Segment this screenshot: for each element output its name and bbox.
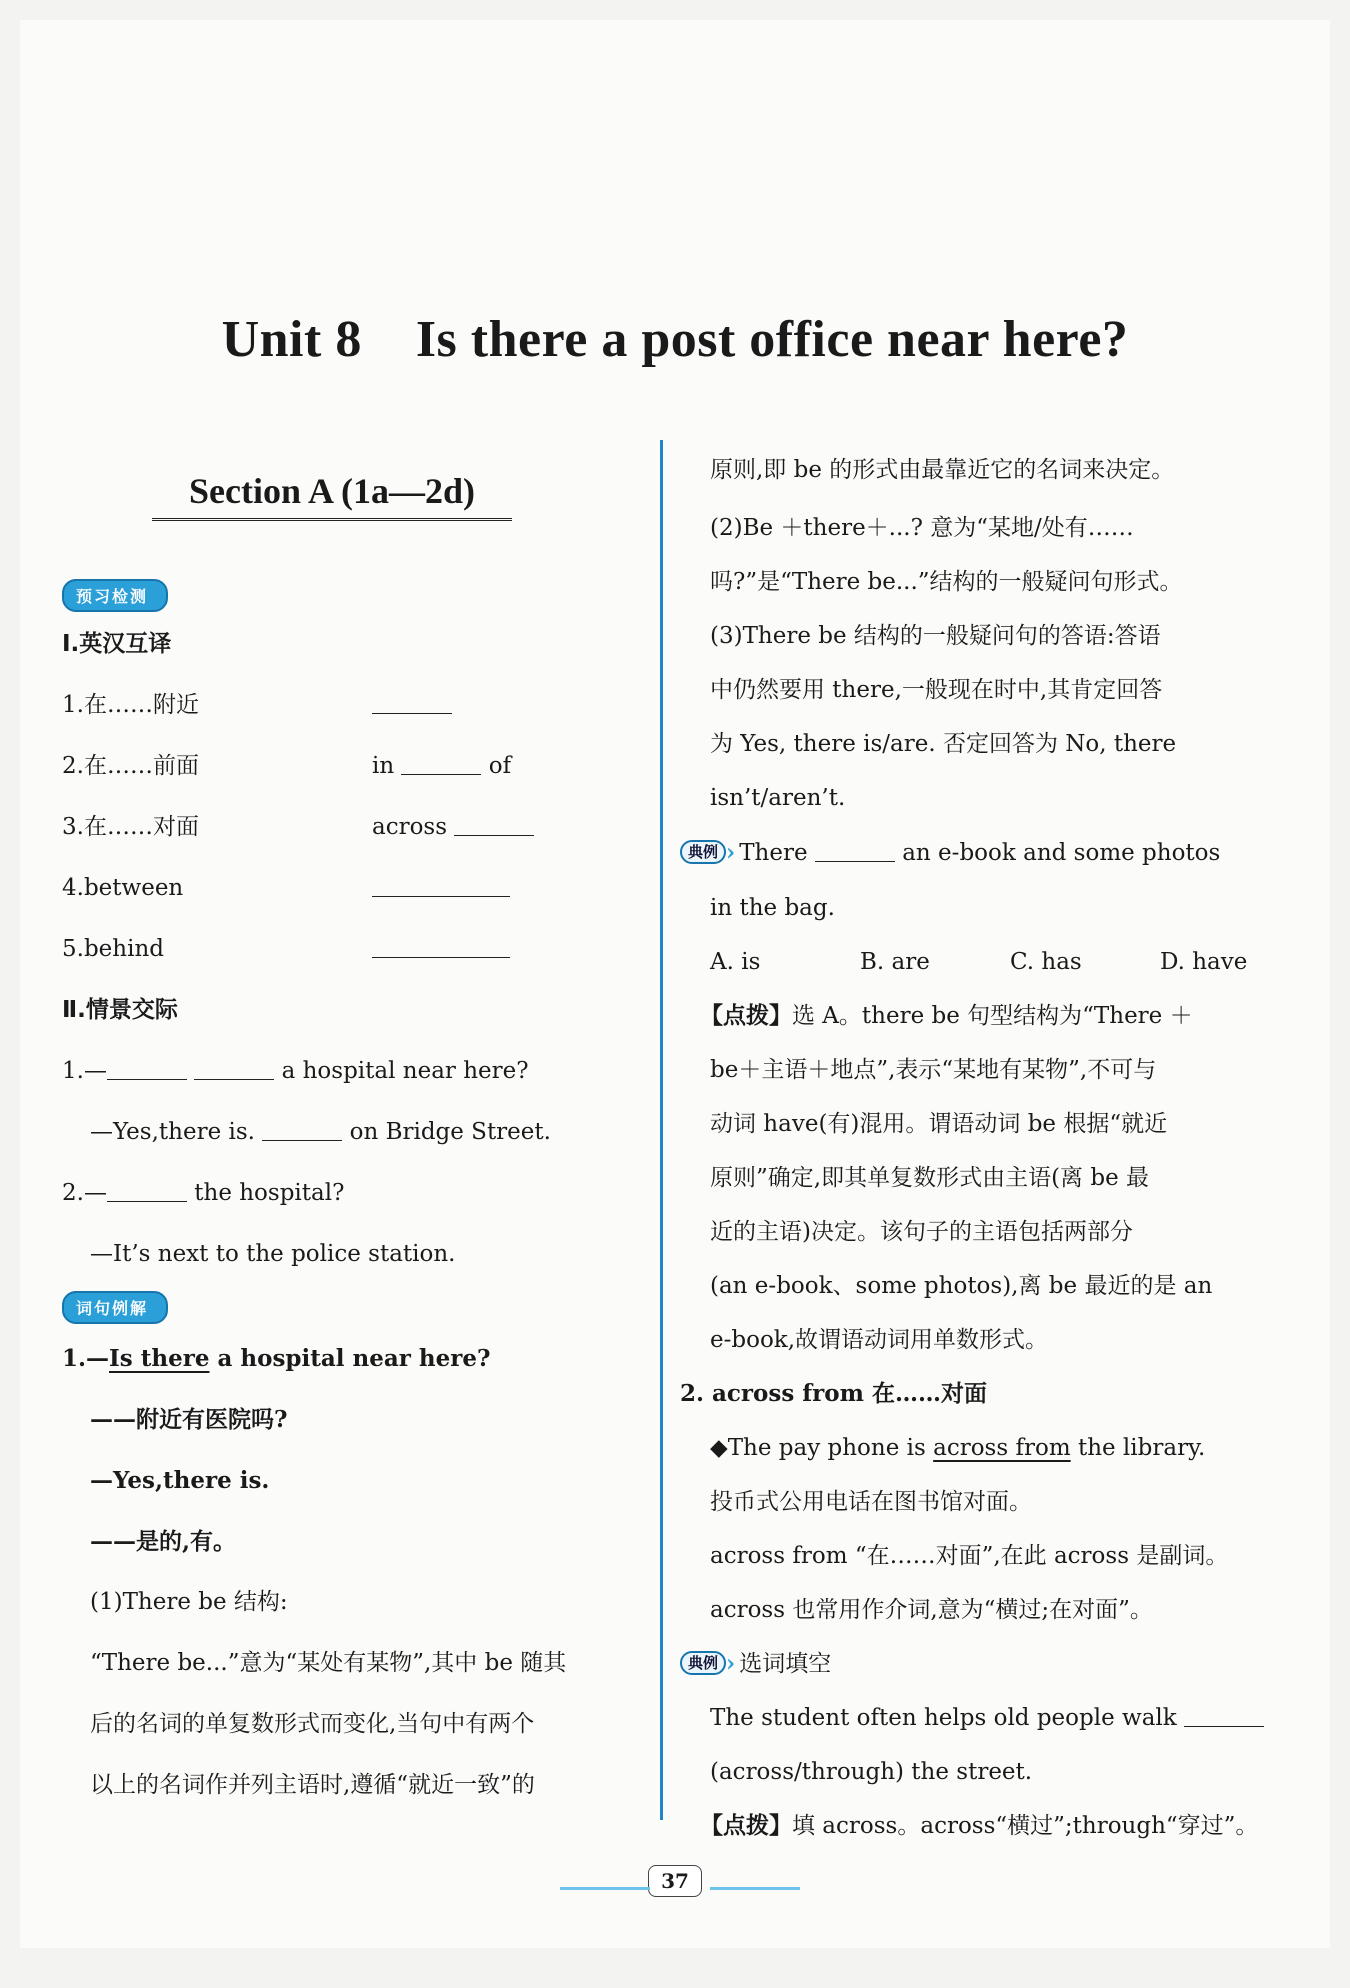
answer-blank[interactable]	[815, 837, 895, 862]
right-para: 吗?”是“There be...”结构的一般疑问句形式。	[710, 569, 1183, 595]
answer-blank[interactable]	[372, 689, 452, 714]
note1-answer: —Yes,there is.	[90, 1467, 270, 1494]
footer-decoration	[560, 1887, 650, 1890]
example-badge: 典例	[680, 1651, 726, 1675]
preview-badge: 预习检测	[62, 579, 168, 612]
dialogue-text: the hospital?	[194, 1180, 345, 1206]
choice-d[interactable]: D. have	[1160, 949, 1248, 975]
choice-c[interactable]: C. has	[1010, 949, 1082, 975]
tip2	[680, 1799, 1295, 1853]
dash: —	[86, 1345, 110, 1372]
chevron-right-icon: ›	[726, 1650, 736, 1677]
example-badge: 典例	[680, 840, 726, 864]
key-phrase: across from	[933, 1435, 1071, 1461]
right-para: (2)Be ＋there＋...? 意为“某地/处有……	[710, 515, 1134, 541]
translation-item	[62, 858, 667, 919]
translation-item	[62, 919, 667, 980]
translation-item	[62, 736, 667, 797]
example-text: the library.	[1077, 1435, 1206, 1461]
tip-label: 【点拨】	[700, 1812, 792, 1839]
tip-text: 选 A。there be 句型结构为“There ＋	[792, 1003, 1193, 1029]
note1-para: 后的名词的单复数形式而变化,当句中有两个	[90, 1711, 535, 1737]
note1-cn: ——附近有医院吗?	[90, 1406, 288, 1433]
example-text: There	[739, 840, 808, 866]
answer-blank[interactable]	[454, 811, 534, 836]
example-text: 选词填空	[739, 1651, 832, 1677]
note1-heading	[62, 1328, 667, 1389]
translation-item	[62, 797, 667, 858]
right-para: 中仍然要用 there,一般现在时中,其肯定回答	[710, 677, 1163, 703]
choice-a[interactable]: A. is	[710, 949, 761, 975]
footer-decoration	[710, 1887, 800, 1890]
item-prompt: 2.在……前面	[62, 753, 199, 779]
right-para: 为 Yes, there is/are. 否定回答为 No, there	[710, 731, 1177, 757]
dialogue-line	[62, 1041, 667, 1102]
tip1-text: be＋主语＋地点”,表示“某地有某物”,不可与	[710, 1057, 1157, 1083]
answer-blank[interactable]	[262, 1116, 342, 1141]
page-number: 37	[648, 1865, 702, 1897]
preview-badge-row	[62, 579, 667, 612]
chevron-right-icon: ›	[726, 839, 736, 866]
example2-line1	[680, 1691, 1295, 1745]
left-column	[62, 440, 667, 1816]
example2	[680, 1637, 1295, 1691]
words-badge-row	[62, 1291, 667, 1324]
note2-example	[680, 1421, 1295, 1475]
right-para: 原则,即 be 的形式由最靠近它的名词来决定。	[710, 457, 1175, 483]
example-text: ◆The pay phone is	[710, 1435, 926, 1461]
answer-blank[interactable]	[372, 933, 510, 958]
note1-answer-cn: ——是的,有。	[90, 1528, 237, 1555]
tip1-text: (an e-book、some photos),离 be 最近的是 an	[710, 1273, 1213, 1299]
item-post: of	[488, 753, 512, 779]
question-number: 1.—	[62, 1058, 107, 1084]
answer-blank[interactable]	[107, 1055, 187, 1080]
key-phrase: Is there	[109, 1345, 210, 1372]
item-prompt: 1.在……附近	[62, 692, 199, 718]
note1-para: 以上的名词作并列主语时,遵循“就近一致”的	[90, 1772, 535, 1798]
item-prompt: 5.behind	[62, 936, 164, 962]
right-para: isn’t/aren’t.	[710, 785, 846, 811]
item-prompt: 4.between	[62, 875, 184, 901]
example-text: The student often helps old people walk	[710, 1705, 1177, 1731]
note-text: a hospital near here?	[217, 1345, 491, 1372]
page-footer	[20, 1865, 1330, 1905]
page	[20, 20, 1330, 1948]
translation-item	[62, 675, 667, 736]
note2-explain: across from “在……对面”,在此 across 是副词。	[710, 1543, 1229, 1569]
answer-blank[interactable]	[401, 750, 481, 775]
part2-heading: Ⅱ.情景交际	[62, 997, 178, 1023]
section-title: Section A (1a—2d)	[152, 470, 512, 521]
tip-text: 填 across。across“横过”;through“穿过”。	[792, 1813, 1259, 1839]
example1-line2: in the bag.	[710, 895, 835, 921]
note2-explain: across 也常用作介词,意为“横过;在对面”。	[710, 1597, 1153, 1623]
answer-blank[interactable]	[107, 1177, 187, 1202]
tip1-text: 原则”确定,即其单复数形式由主语(离 be 最	[710, 1165, 1149, 1191]
note1-sub1: (1)There be 结构:	[90, 1589, 288, 1615]
example1-choices	[680, 935, 1295, 989]
dialogue-text: on Bridge Street.	[349, 1119, 551, 1145]
right-column	[680, 440, 1295, 1853]
example1	[680, 825, 1295, 881]
question-number: 2.—	[62, 1180, 107, 1206]
answer-blank[interactable]	[194, 1055, 274, 1080]
tip1-text: 动词 have(有)混用。谓语动词 be 根据“就近	[710, 1111, 1168, 1137]
dialogue-text: —Yes,there is.	[90, 1119, 255, 1145]
note-number: 1.	[62, 1345, 87, 1372]
dialogue-line	[62, 1102, 667, 1163]
example2-line2: (across/through) the street.	[710, 1759, 1033, 1785]
dialogue-text: a hospital near here?	[281, 1058, 529, 1084]
item-pre: across	[372, 814, 448, 840]
note2-cn: 投币式公用电话在图书馆对面。	[710, 1489, 1032, 1515]
note1-para: “There be...”意为“某处有某物”,其中 be 随其	[90, 1650, 567, 1676]
part1-heading: Ⅰ.英汉互译	[62, 631, 172, 657]
unit-title: Unit 8 Is there a post office near here?	[221, 311, 1129, 368]
example-text: an e-book and some photos	[902, 840, 1221, 866]
tip1-text: e-book,故谓语动词用单数形式。	[710, 1327, 1049, 1353]
dialogue-line: —It’s next to the police station.	[90, 1241, 456, 1267]
tip-label: 【点拨】	[700, 1002, 792, 1029]
answer-blank[interactable]	[372, 872, 510, 897]
dialogue-line	[62, 1163, 667, 1224]
item-prompt: 3.在……对面	[62, 814, 199, 840]
choice-b[interactable]: B. are	[860, 949, 930, 975]
words-badge: 词句例解	[62, 1291, 168, 1324]
tip1	[680, 989, 1295, 1043]
right-para: (3)There be 结构的一般疑问句的答语:答语	[710, 623, 1161, 649]
item-pre: in	[372, 753, 395, 779]
tip1-text: 近的主语)决定。该句子的主语包括两部分	[710, 1219, 1133, 1245]
answer-blank[interactable]	[1184, 1702, 1264, 1727]
note2-heading: 2. across from 在……对面	[680, 1380, 987, 1407]
